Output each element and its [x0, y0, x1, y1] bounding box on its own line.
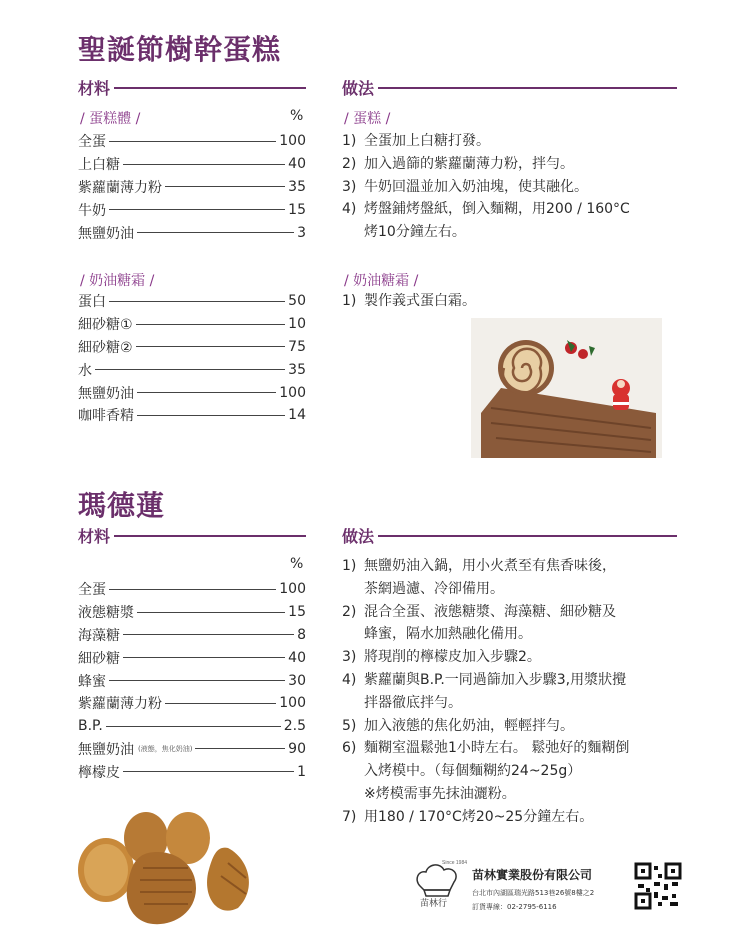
step-text: 加入過篩的紫蘿蘭薄力粉，拌勻。: [364, 155, 574, 172]
leader-line: [95, 369, 285, 370]
step-number: 4): [342, 671, 357, 688]
ingredient-name: 無鹽奶油: [78, 225, 134, 242]
step-number: 5): [342, 717, 357, 734]
ingredient-value: 40: [288, 649, 306, 666]
step-text: 紫蘿蘭與B.P.一同過篩加入步驟3,用漿狀攪: [364, 671, 627, 688]
method-step: [342, 806, 682, 829]
leader-line: [165, 703, 276, 704]
ingredient-name: 牛奶: [78, 202, 106, 219]
ingredient-value: 100: [279, 133, 306, 150]
ingredient-value: 15: [288, 604, 306, 621]
qr-code-icon: [634, 862, 682, 910]
yule-log-cake-illustration: [471, 318, 662, 458]
method-step: [342, 176, 682, 199]
ingredient-row: [78, 221, 306, 244]
recipe2-ingredients-heading: [78, 524, 306, 547]
step-text: 拌器徹底拌勻。: [364, 694, 462, 711]
step-number: 6): [342, 740, 357, 757]
ingredient-value: 2.5: [283, 718, 306, 735]
logo-text: 苗林行: [420, 899, 448, 909]
step-text: 製作義式蛋白霜。: [364, 293, 476, 309]
step-text: 無鹽奶油入鍋，用小火煮至有焦香味後，: [364, 558, 616, 574]
step-text: 茶網過濾、冷卻備用。: [364, 580, 504, 597]
leader-line: [109, 680, 285, 681]
method-step: [342, 715, 682, 738]
ingredient-row: [78, 692, 306, 715]
step-text: 入烤模中。（每個麵糊約24~25g）: [364, 763, 582, 780]
ingredient-value: 100: [279, 384, 306, 401]
leader-line: [136, 324, 286, 325]
madeleine-image: [78, 808, 258, 928]
heading-rule: [378, 87, 677, 89]
ingredient-name: 無鹽奶油: [78, 741, 134, 758]
method-step: [342, 198, 682, 244]
method-step: [342, 601, 682, 647]
heading-rule: [378, 535, 677, 537]
method-group-heading-cake: / 蛋糕 /: [344, 111, 391, 127]
step-number: 4): [342, 201, 357, 218]
step-text: 加入液態的焦化奶油，輕輕拌勻。: [364, 717, 574, 734]
ingredients-heading-label: 材料: [78, 527, 111, 546]
step-number: 1): [342, 558, 357, 574]
leader-line: [136, 346, 286, 347]
step-number: 2): [342, 603, 357, 620]
ingredient-value: 35: [288, 361, 306, 378]
step-text: 烤盤鋪烤盤紙，倒入麵糊，用200 / 160°C: [364, 201, 630, 218]
ingredient-list-buttercream: [78, 290, 306, 427]
ingredient-list-madeleine: [78, 578, 306, 783]
madeleine-illustration: [78, 808, 258, 928]
ingredient-value: 30: [288, 672, 306, 689]
ingredient-value: 50: [288, 293, 306, 310]
heading-rule: [114, 87, 306, 89]
ingredient-name: 全蛋: [78, 134, 106, 151]
ingredient-value: 90: [288, 740, 306, 757]
ingredient-row: [78, 176, 306, 199]
ingredient-row: [78, 153, 306, 176]
leader-line: [123, 657, 285, 658]
ingredient-value: 75: [288, 338, 306, 355]
method-step: [342, 290, 682, 313]
ingredient-row: [78, 646, 306, 669]
step-text: 蜂蜜，隔水加熱融化備用。: [364, 626, 532, 643]
method-step: [342, 130, 682, 153]
step-text: 全蛋加上白糖打發。: [364, 133, 490, 149]
step-number: 1): [342, 293, 357, 309]
ingredient-row: [78, 738, 306, 761]
recipe2-title: 瑪德蓮: [78, 489, 166, 522]
ingredient-name: 上白糖: [78, 157, 120, 174]
method-heading-label: 做法: [342, 79, 375, 98]
recipe2-method-heading: [342, 524, 677, 547]
yule-log-cake-image: [471, 318, 662, 458]
step-text: 烤10分鐘左右。: [364, 224, 466, 241]
ingredient-list-cake-body: [78, 130, 306, 244]
ingredient-value: 8: [297, 626, 306, 643]
ingredient-row: [78, 198, 306, 221]
leader-line: [137, 612, 285, 613]
ingredient-name: 咖啡香精: [78, 408, 134, 425]
method-step: [342, 669, 682, 715]
ingredient-name: 蜂蜜: [78, 673, 106, 690]
leader-line: [109, 301, 285, 302]
ingredient-value: 35: [288, 178, 306, 195]
leader-line: [123, 164, 285, 165]
ingredient-value: 3: [297, 224, 306, 241]
leader-line: [109, 141, 276, 142]
method-steps-cake: [342, 130, 682, 244]
step-text: 混合全蛋、液態糖漿、海藻糖、細砂糖及: [364, 603, 616, 620]
ingredient-name: 全蛋: [78, 582, 106, 599]
ingredient-name: 細砂糖②: [78, 339, 133, 356]
step-number: 7): [342, 808, 357, 825]
since-label: Since 1984: [442, 860, 468, 866]
ingredient-value: 15: [288, 201, 306, 218]
method-step: [342, 737, 682, 805]
ingredient-value: 40: [288, 156, 306, 173]
ingredient-name: 液態糖漿: [78, 605, 134, 622]
ingredient-row: [78, 715, 306, 738]
percent-label: %: [290, 108, 304, 124]
ingredient-name: 水: [78, 362, 92, 379]
ingredient-note: (液態，焦化奶油): [138, 744, 193, 753]
leader-line: [137, 415, 285, 416]
ingredient-row: [78, 578, 306, 601]
ingredient-name: 紫蘿蘭薄力粉: [78, 696, 162, 713]
ingredient-name: 細砂糖①: [78, 317, 133, 334]
recipe1-title: 聖誕節樹幹蛋糕: [78, 33, 282, 66]
leader-line: [137, 232, 294, 233]
ingredient-row: [78, 601, 306, 624]
ingredients-heading-label: 材料: [78, 79, 111, 98]
recipe1-method-heading: [342, 76, 677, 99]
ingredient-row: [78, 381, 306, 404]
method-step: [342, 153, 682, 176]
method-steps-buttercream: [342, 290, 682, 313]
ingredient-row: [78, 358, 306, 381]
leader-line: [123, 634, 294, 635]
step-number: 1): [342, 133, 357, 149]
ingredient-name: 紫蘿蘭薄力粉: [78, 179, 162, 196]
company-address: 台北市內湖區瑞光路513巷26號8樓之2: [472, 889, 595, 897]
method-steps-madeleine: [342, 555, 682, 829]
method-group-heading-buttercream: / 奶油糖霜 /: [344, 273, 419, 289]
ingredient-value: 10: [288, 316, 306, 333]
ingredient-row: [78, 669, 306, 692]
step-number: 3): [342, 649, 357, 666]
company-name: 苗林實業股份有限公司: [472, 868, 593, 882]
step-text: 用180 / 170°C烤20~25分鐘左右。: [364, 808, 594, 825]
ingredient-row: [78, 336, 306, 359]
ingredient-row: [78, 624, 306, 647]
group-heading-buttercream: / 奶油糖霜 /: [80, 273, 155, 289]
ingredient-value: 100: [279, 695, 306, 712]
method-heading-label: 做法: [342, 527, 375, 546]
step-text: 牛奶回溫並加入奶油塊，使其融化。: [364, 178, 588, 195]
company-footer: [412, 858, 682, 928]
ingredient-name: 細砂糖: [78, 650, 120, 667]
company-phone: 訂貨專線：02-2795-6116: [472, 903, 557, 911]
ingredient-row: [78, 404, 306, 427]
leader-line: [123, 771, 294, 772]
ingredient-row: [78, 130, 306, 153]
ingredient-row: [78, 313, 306, 336]
ingredient-name: 海藻糖: [78, 627, 120, 644]
method-step: [342, 555, 682, 601]
ingredient-row: [78, 760, 306, 783]
ingredient-value: 100: [279, 581, 306, 598]
heading-rule: [114, 535, 306, 537]
recipe1-ingredients-heading: [78, 76, 306, 99]
ingredient-value: 14: [288, 407, 306, 424]
leader-line: [106, 726, 281, 727]
group-heading-cake-body: / 蛋糕體 /: [80, 111, 141, 127]
leader-line: [165, 186, 285, 187]
step-text: 麵糊室溫鬆弛1小時左右。 鬆弛好的麵糊倒: [364, 740, 630, 757]
ingredient-name: 蛋白: [78, 294, 106, 311]
leader-line: [137, 392, 276, 393]
ingredient-row: [78, 290, 306, 313]
step-text: 將現削的檸檬皮加入步驟2。: [364, 649, 541, 666]
leader-line: [109, 589, 276, 590]
ingredient-name: 檸檬皮: [78, 764, 120, 781]
leader-line: [109, 209, 285, 210]
leader-line: [195, 748, 285, 749]
step-number: 3): [342, 178, 357, 195]
ingredient-name: B.P.: [78, 718, 103, 735]
ingredient-name: 無鹽奶油: [78, 385, 134, 402]
step-text: ※烤模需事先抹油灑粉。: [364, 785, 516, 802]
percent-label: %: [290, 556, 304, 572]
ingredient-value: 1: [297, 763, 306, 780]
method-step: [342, 646, 682, 669]
step-number: 2): [342, 155, 357, 172]
